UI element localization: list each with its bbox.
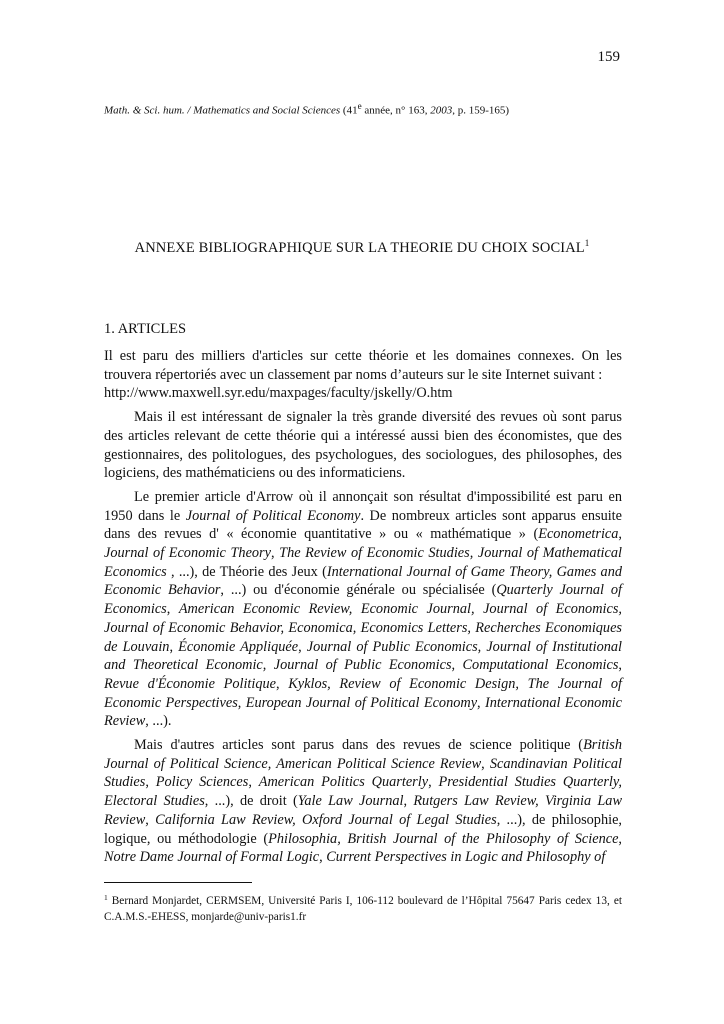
p3-journal: European Journal of Political Economy (245, 694, 478, 711)
p3-journal: Quarterly Journal of Economics (104, 582, 622, 618)
p3-seg: , ...), de Théorie des Jeux ( (166, 563, 327, 580)
p4-journal: Scandinavian Political Studies (104, 755, 622, 791)
journal-issue: année, n° 163, (361, 104, 431, 117)
body-text (104, 347, 622, 872)
paper-title-text: ANNEXE BIBLIOGRAPHIQUE SUR LA THEORIE DU CHOIX SOCIAL (134, 240, 585, 256)
p3-seg: , (618, 526, 622, 543)
paragraph-3 (104, 488, 622, 731)
p4-seg: , (618, 830, 622, 847)
p3-journal: Économie Appliquée (178, 638, 299, 655)
p4-seg: , ...), de droit ( (204, 793, 298, 810)
p4-seg: , (481, 755, 490, 772)
footnote (104, 890, 622, 925)
paragraph-2: Mais il est intéressant de signaler la très grande diversité des revues où sont parus des articles relevant de cette théorie qui a intéressé aussi bien des économistes, que des gestionnaires, des politologues, des psychologues, des sociologues, des philosophes, des logiciens, des mathématiciens ou des informaticiens. (104, 409, 622, 482)
website-url: http://www.maxwell.syr.edu/maxpages/faculty/jskelly/O.htm (104, 385, 453, 402)
p3-seg: , (169, 638, 179, 655)
journal-name: Math. & Sci. hum. / Mathematics and Social Sciences (104, 104, 341, 117)
p4-seg: , (145, 774, 156, 791)
p3-journal: International Journal of Game Theory, Games and Economic Behavior (104, 563, 623, 599)
p3-journal: International Economic Review (104, 694, 622, 730)
p4-seg: , (319, 849, 327, 866)
p4-seg: , (248, 774, 259, 791)
p4-journal: British Journal of Political Science, American Political Science Review (104, 737, 622, 772)
p3-seg: . De nombreux articles sont apparus ensuite dans des revues d' « économie quantitative » ou « mathématique » ( (104, 507, 623, 543)
footnote-text: Bernard Monjardet, CERMSEM, Université Paris I, 106-112 boulevard de l’Hôpital 75647 Paris cedex 13, et C.A.M.S.-EHESS, monjarde@univ-paris1.fr (104, 895, 622, 923)
p4-journal: Presidential Studies Quarterly, Electoral Studies (104, 774, 622, 810)
journal-year: 2003 (430, 104, 453, 117)
paragraph-1-text: Il est paru des milliers d'articles sur cette théorie et les domaines connexes. On les trouvera répertoriés avec un classement par noms d’auteurs sur le site Internet suivant : (104, 348, 622, 383)
p4-journal: Notre Dame Journal of Formal Logic (104, 849, 320, 866)
p3-seg: , ...) ou d'économie générale ou spécialisée ( (220, 582, 497, 599)
p4-journal: Rutgers Law Review, Virginia Law Review (104, 793, 622, 828)
p4-journal: California Law Review, Oxford Journal of Legal Studies (155, 811, 497, 828)
p4-seg: Mais d'autres articles sont parus dans des revues de science politique ( (134, 737, 584, 754)
p3-journal: Journal of Public Economics, Journal of Institutional and Theoretical Economic, Journal of Public Economics, Computational Economics (104, 638, 623, 674)
journal-year-sup: e (357, 101, 362, 111)
p3-journal: Journal of Political Economy (185, 507, 361, 524)
p3-seg: , (276, 675, 289, 692)
journal-year-open: (41 (342, 104, 358, 117)
p3-seg: , (237, 694, 246, 711)
p3-seg: , (166, 601, 179, 618)
p4-seg: , ...), de philosophie, logique, ou méthodologie ( (104, 811, 622, 847)
p4-journal: Yale Law Journal (297, 793, 404, 810)
p4-journal: Policy Sciences (155, 774, 249, 791)
p4-journal: Philosophia, British Journal of the Philosophy of Science (268, 830, 619, 847)
p4-seg: , (145, 811, 156, 828)
p3-seg: , ...). (145, 713, 172, 730)
p3-journal: Journal of Economic Theory (104, 545, 271, 562)
page-number: 159 (597, 49, 620, 65)
paragraph-1 (104, 347, 622, 403)
p3-seg: , (298, 638, 307, 655)
footnote-marker: 1 (104, 893, 108, 902)
p4-journal: American Politics Quarterly (258, 774, 429, 791)
paragraph-4 (104, 736, 622, 867)
p3-seg: , (477, 694, 485, 711)
p3-seg: , (618, 657, 622, 674)
p3-seg: , (270, 545, 280, 562)
section-heading: 1. ARTICLES (104, 321, 187, 337)
footnote-divider (104, 882, 252, 883)
p3-seg: Le premier article d'Arrow où il annonçait son résultat d'impossibilité est paru en 1950 dans le (104, 488, 622, 524)
p3-journal: Revue d'Économie Politique (104, 675, 277, 692)
p4-seg: , (403, 793, 414, 810)
title-footnote-ref: 1 (584, 238, 590, 248)
p3-journal: The Review of Economic Studies, Journal of Mathematical Economics (104, 545, 622, 580)
p3-journal: Kyklos, Review of Economic Design, The Journal of Economic Perspectives (104, 675, 622, 711)
p3-journal: American Economic Review, Economic Journal, Journal of Economics, Journal of Economic Behavior, Economica, Economics Letters, Recherches Economiques de Louvain (104, 601, 622, 655)
p3-journal: Econometrica (538, 526, 619, 543)
paper-title (0, 238, 724, 257)
journal-citation (104, 101, 509, 117)
p4-journal: Current Perspectives in Logic and Philosophy of (326, 849, 606, 866)
journal-pages: , p. 159-165) (452, 104, 510, 117)
p4-seg: , (428, 774, 439, 791)
